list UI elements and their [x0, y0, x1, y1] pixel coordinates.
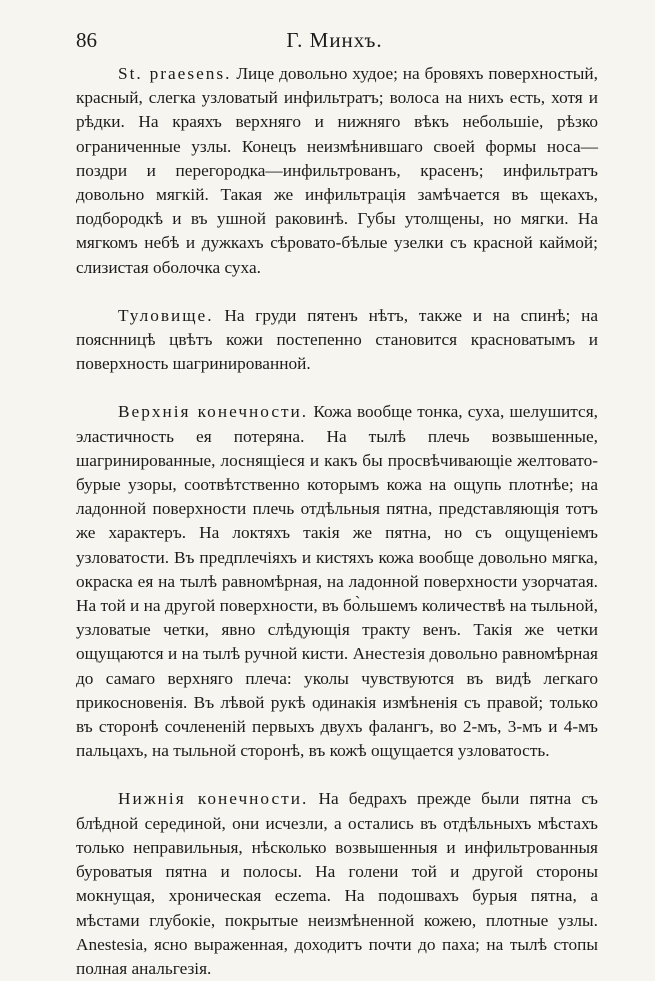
paragraph-lead: Нижнія конечности.	[118, 789, 309, 809]
paragraph-lead: St. praesens.	[118, 64, 232, 83]
page-header	[76, 28, 593, 56]
page-number: 86	[76, 28, 97, 52]
paragraph-trunk	[76, 304, 598, 377]
paragraph-text: Кожа вообще тонка, суха, шелушится, эластичность ея потеряна. На тылѣ плечь возвышенные, шагринированные, лоснящіеся и какъ бы просвѣчивающіе желтовато-бурые узоры, соотвѣтственно которымъ кожа на ощупь плотнѣе; на ладонной поверхности плечь отдѣльныя пятна, представляющія тотъ же характеръ. На локтяхъ такія же пятна, но съ ощущеніемъ узловатости. Въ предплечіяхъ и кистяхъ кожа вообще довольно мягка, окраска ея на тылѣ равномѣрная, на ладонной поверхности узорчатая. На той и на другой поверхности, въ бо̀льшемъ количествѣ на тыльной, узловатые четки, явно слѣдующія тракту венъ. Такія же четки ощущаются и на тылѣ ручной кисти. Анестезія довольно равномѣрная до самаго верхняго плеча: уколы чувствуются въ видѣ легкаго прикосновенія. Въ лѣвой рукѣ одинакія измѣненія съ правой; только въ сторонѣ сочлененій первыхъ двухъ фалангъ, во 2-мъ, 3-мъ и 4-мъ пальцахъ, на тыльной сторонѣ, въ кожѣ ощущается узловатость.	[76, 402, 598, 761]
paragraph-lower-limbs	[76, 787, 598, 981]
page-body	[76, 62, 598, 981]
paragraph-text: На бедрахъ прежде были пятна съ блѣдной серединой, они исчезли, а остались въ отдѣльныхъ мѣстахъ только неправильныя, нѣсколько возвышенныя и инфильтрованныя буроватыя пятна и полосы. На голени той и другой стороны мокнущая, хроническая eczema. На подошвахъ бурыя пятна, а мѣстами глубокіе, покрытые неизмѣненной кожею, плотные узлы. Anestesia, ясно выраженная, доходитъ почти до паха; на тылѣ стопы полная анальгезія.	[76, 789, 598, 978]
paragraph-lead: Верхнія конечности.	[118, 402, 309, 422]
paragraph-upper-limbs	[76, 400, 598, 763]
paragraph-status-praesens	[76, 62, 598, 280]
running-head: Г. Минхъ.	[286, 28, 383, 52]
paragraph-text: Лице довольно худое; на бровяхъ поверхностый, красный, слегка узловатый инфильтратъ; волоса на нихъ есть, хотя и рѣдки. На краяхъ верхняго и нижняго вѣкъ небольшіе, рѣзко ограниченные узлы. Конецъ неизмѣнившаго своей формы носа—поздри и перегородка—инфильтрованъ, красенъ; инфильтратъ довольно мягкій. Такая же инфильтрація замѣчается въ щекахъ, подбородкѣ и въ ушной раковинѣ. Губы утолщены, но мягки. На мягкомъ небѣ и дужкахъ сѣровато-бѣлые узелки съ красной каймой; слизистая оболочка суха.	[76, 64, 598, 277]
paragraph-lead: Туловище.	[118, 305, 214, 325]
paragraph-text: На груди пятенъ нѣтъ, также и на спинѣ; на пояснницѣ цвѣтъ кожи постепенно становится красноватымъ и поверхность шагринированной.	[76, 305, 598, 374]
